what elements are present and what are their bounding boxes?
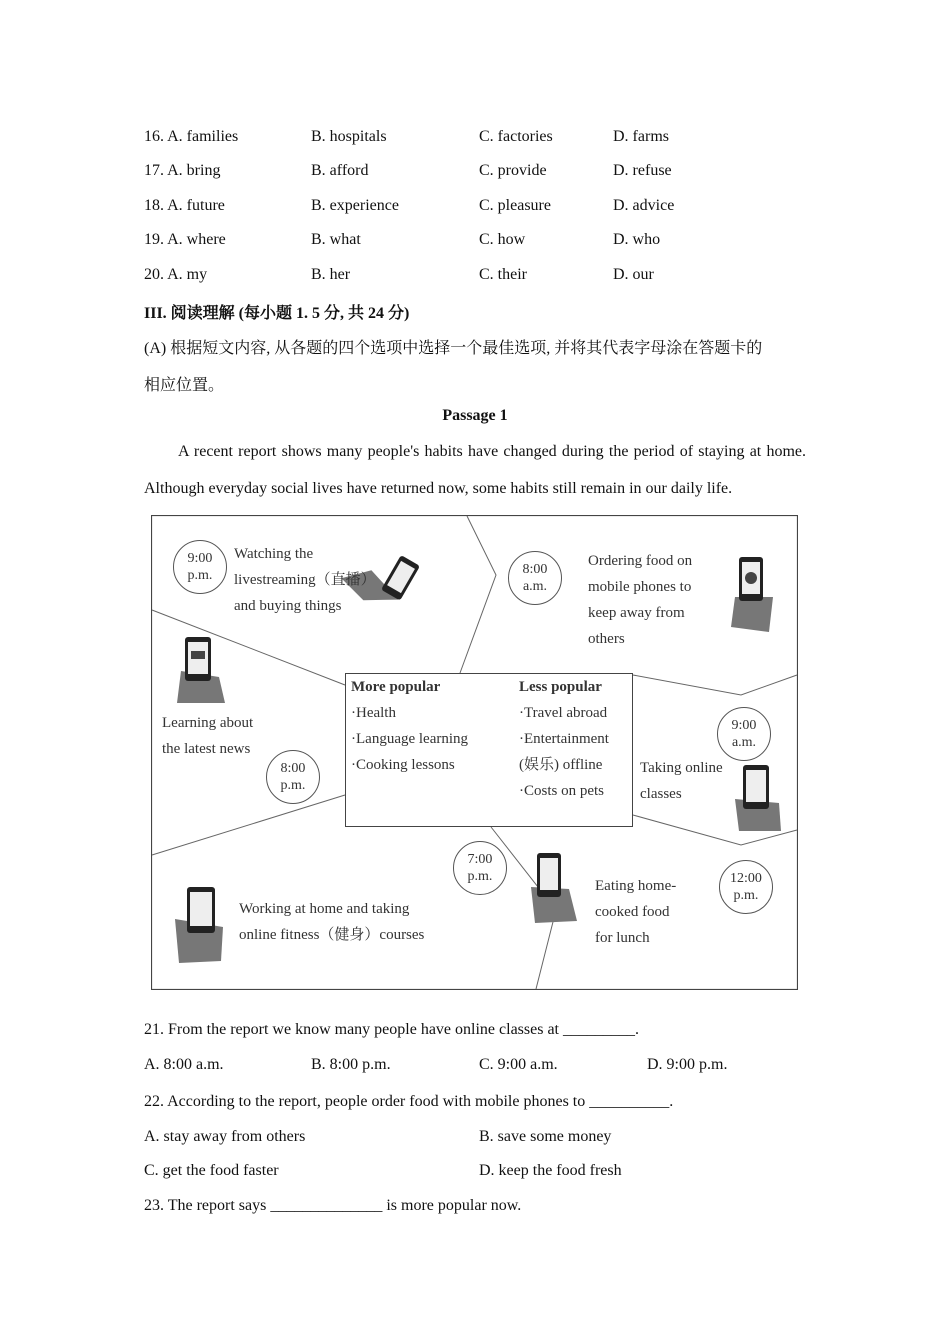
more-popular-list: More popular ·Health ·Language learning ·Cooking lessons xyxy=(351,679,469,773)
option-17-b: B. afford xyxy=(311,162,369,179)
section-instruction-line2: 相应位置。 xyxy=(144,377,225,394)
option-18-c: C. pleasure xyxy=(479,197,551,214)
option-19-a: 19. A. where xyxy=(144,231,226,248)
habits-infographic xyxy=(151,515,798,990)
option-17-d: D. refuse xyxy=(613,162,672,179)
option-22-d[interactable]: D. keep the food fresh xyxy=(479,1162,622,1179)
question-22-stem: 22. According to the report, people order food with mobile phones to __________. xyxy=(144,1093,674,1110)
option-17-c: C. provide xyxy=(479,162,547,179)
divider-top xyxy=(460,516,496,673)
section-instruction-line1: (A) 根据短文内容, 从各题的四个选项中选择一个最佳选项, 并将其代表字母涂在答题卡的 xyxy=(144,340,763,357)
clock-watch: 9:00 p.m. xyxy=(173,540,227,594)
option-19-c: C. how xyxy=(479,231,526,248)
option-21-a[interactable]: A. 8:00 a.m. xyxy=(144,1056,224,1073)
text-order: Ordering food on mobile phones to keep away from others xyxy=(588,553,693,647)
passage-text: A recent report shows many people's habits have changed during the period of staying at home. Although everyday social lives have returned now, some habits still remain in our daily life. xyxy=(144,443,806,497)
phone-hand-icon xyxy=(177,637,225,703)
phone-hand-icon xyxy=(735,765,781,831)
text-news: Learning about the latest news xyxy=(162,715,254,757)
clock-news: 8:00 p.m. xyxy=(266,750,320,804)
clock-order: 8:00 a.m. xyxy=(508,551,562,605)
option-22-c[interactable]: C. get the food faster xyxy=(144,1162,279,1179)
option-20-a: 20. A. my xyxy=(144,266,208,283)
question-23-stem: 23. The report says ______________ is more popular now. xyxy=(144,1197,522,1214)
phone-hand-icon xyxy=(175,887,223,963)
option-18-d: D. advice xyxy=(613,197,675,214)
option-18-b: B. experience xyxy=(311,197,399,214)
option-20-b: B. her xyxy=(311,266,351,283)
option-16-c: C. factories xyxy=(479,128,553,145)
text-lunch: Eating home- cooked food for lunch xyxy=(595,878,677,946)
question-21-stem: 21. From the report we know many people have online classes at _________. xyxy=(144,1021,639,1038)
option-16-d: D. farms xyxy=(613,128,669,145)
option-21-b[interactable]: B. 8:00 p.m. xyxy=(311,1056,391,1073)
text-watch: Watching the livestreaming（直播） and buying things xyxy=(234,546,376,614)
option-16-a: 16. A. families xyxy=(144,128,239,145)
option-20-d: D. our xyxy=(613,266,654,283)
option-17-a: 17. A. bring xyxy=(144,162,221,179)
option-21-d[interactable]: D. 9:00 p.m. xyxy=(647,1056,728,1073)
option-20-c: C. their xyxy=(479,266,527,283)
option-19-d: D. who xyxy=(613,231,661,248)
phone-hand-icon xyxy=(531,853,577,923)
clock-lunch: 12:00 p.m. xyxy=(719,860,773,914)
phone-hand-icon xyxy=(731,557,773,632)
text-fitness: Working at home and taking online fitness（健身）courses xyxy=(239,901,425,943)
clock-classes: 9:00 a.m. xyxy=(717,707,771,761)
option-16-b: B. hospitals xyxy=(311,128,387,145)
option-22-a[interactable]: A. stay away from others xyxy=(144,1128,306,1145)
divider-right-upper xyxy=(633,675,797,695)
option-21-c[interactable]: C. 9:00 a.m. xyxy=(479,1056,558,1073)
section-heading: III. 阅读理解 (每小题 1. 5 分, 共 24 分) xyxy=(144,305,410,322)
text-classes: Taking online classes xyxy=(640,760,723,802)
divider-left-lower xyxy=(152,795,345,855)
clock-fitness: 7:00 p.m. xyxy=(453,841,507,895)
passage-title: Passage 1 xyxy=(442,407,508,424)
option-19-b: B. what xyxy=(311,231,361,248)
less-popular-list: Less popular ·Travel abroad ·Entertainment (娱乐) offline ·Costs on pets xyxy=(519,679,609,799)
option-22-b[interactable]: B. save some money xyxy=(479,1128,612,1145)
popularity-box xyxy=(345,673,633,827)
option-18-a: 18. A. future xyxy=(144,197,225,214)
